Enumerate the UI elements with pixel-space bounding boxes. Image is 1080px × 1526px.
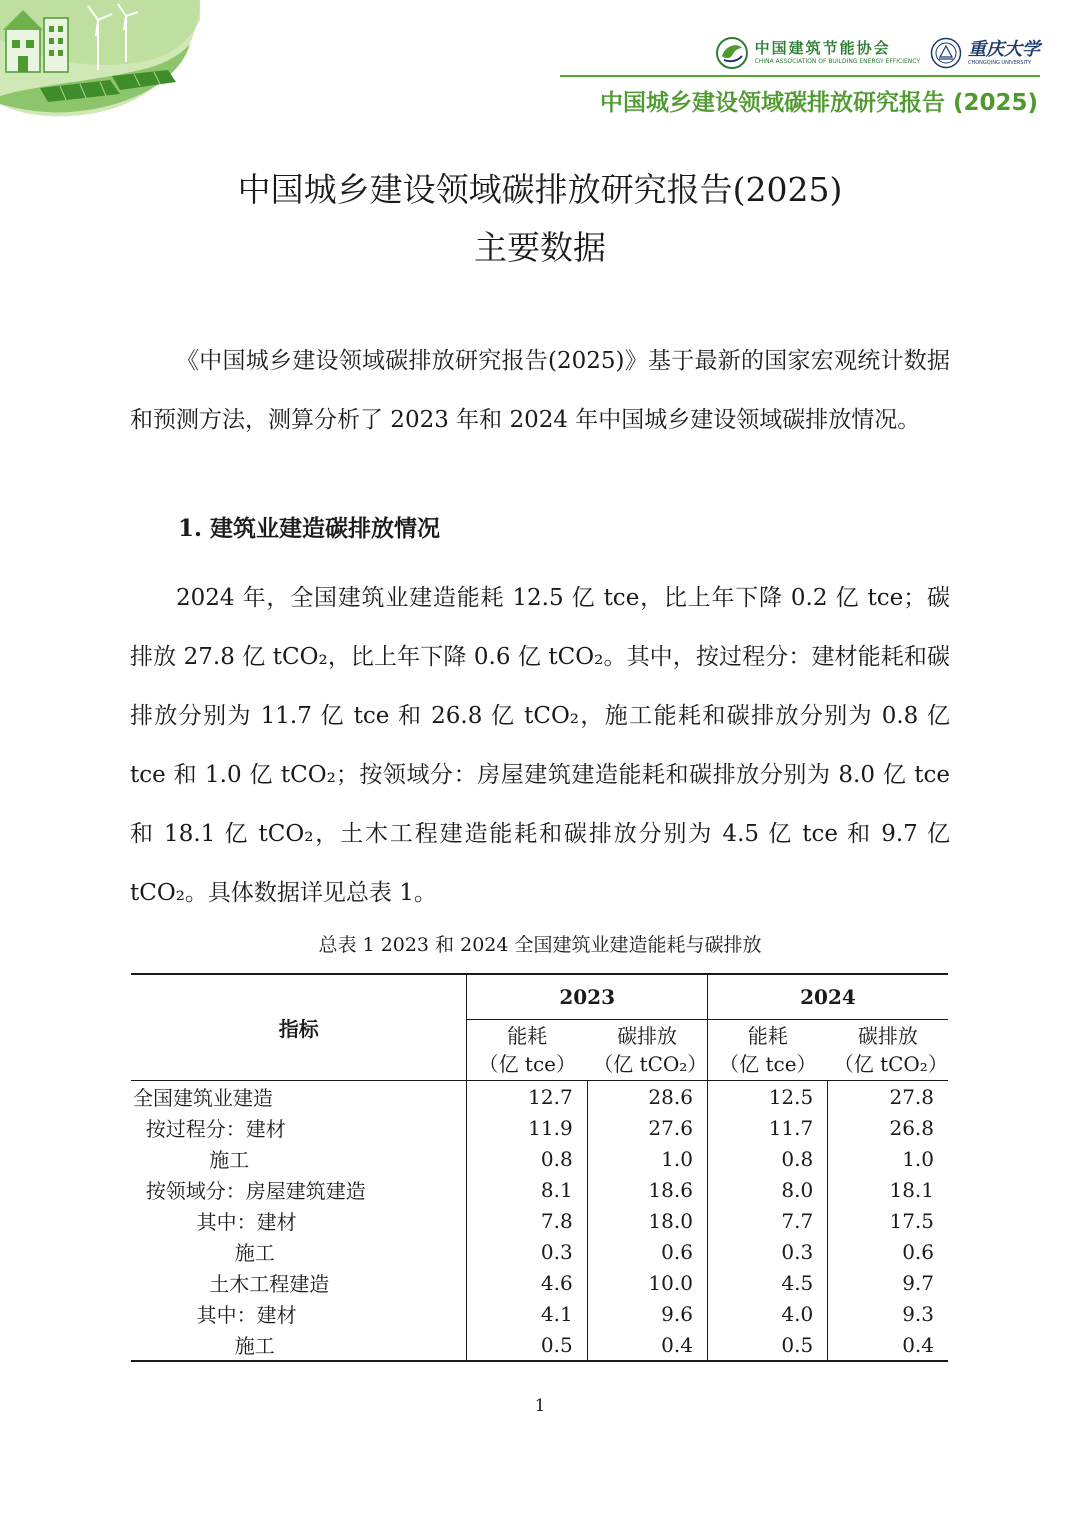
row-label: 按过程分：建材 (131, 1112, 467, 1143)
table-cell: 28.6 (587, 1081, 707, 1113)
table-cell: 4.1 (467, 1298, 587, 1329)
table-cell: 0.3 (467, 1236, 587, 1267)
year-header-2024: 2024 (707, 974, 948, 1020)
table-cell: 4.0 (707, 1298, 827, 1329)
row-label: 施工 (131, 1236, 467, 1267)
table-cell: 0.8 (467, 1143, 587, 1174)
cqu-logo (930, 37, 1040, 69)
table-cell: 8.0 (707, 1174, 827, 1205)
year-header-2023: 2023 (467, 974, 708, 1020)
row-label: 其中：建材 (131, 1298, 467, 1329)
table-cell: 17.5 (889, 1208, 934, 1233)
table-cell: 27.6 (587, 1112, 707, 1143)
table-body (131, 1081, 948, 1362)
table-cell: 0.6 (587, 1236, 707, 1267)
row-label: 土木工程建造 (131, 1267, 467, 1298)
table-cell: 12.7 (467, 1081, 587, 1113)
unit-header-energy-2023: 能耗 （亿 tce） (467, 1020, 587, 1081)
table-row (131, 1174, 948, 1205)
row-label: 按领域分：房屋建筑建造 (131, 1174, 467, 1205)
table-cell: 7.7 (707, 1205, 827, 1236)
table-row (131, 1267, 948, 1298)
header-report-title: 中国城乡建设领域碳排放研究报告 (2025) (599, 90, 1038, 116)
indicator-header: 指标 (131, 974, 467, 1081)
table-cell: 0.4 (828, 1329, 948, 1361)
table-cell: 11.9 (467, 1112, 587, 1143)
table-row (131, 1236, 948, 1267)
table-cell: 0.6 (902, 1239, 934, 1264)
table-cell: 1.0 (902, 1146, 934, 1171)
header-divider (560, 75, 1040, 77)
table-cell: 0.5 (707, 1329, 827, 1361)
cabee-name-cn: 中国建筑节能协会 (754, 39, 891, 57)
cqu-seal-icon (930, 37, 962, 69)
document-subtitle: 主要数据 (474, 228, 606, 267)
header-illustration (0, 0, 210, 120)
cqu-name-cn: 重庆大学 (968, 38, 1040, 60)
row-label: 其中：建材 (131, 1205, 467, 1236)
table-row (131, 1143, 948, 1174)
table-cell: 9.6 (587, 1298, 707, 1329)
table-cell: 9.7 (902, 1270, 934, 1295)
table-row (131, 1205, 948, 1236)
table-cell: 27.8 (889, 1084, 934, 1109)
row-label: 全国建筑业建造 (131, 1081, 467, 1113)
table-row (131, 1298, 948, 1329)
table-cell: 1.0 (587, 1143, 707, 1174)
table-cell: 0.5 (467, 1329, 587, 1361)
cabee-logo (715, 36, 920, 70)
table-cell: 26.8 (889, 1115, 934, 1140)
table-cell: 4.6 (467, 1267, 587, 1298)
section-heading: 1. 建筑业建造碳排放情况 (178, 515, 441, 542)
header-logos (715, 36, 1040, 70)
unit-header-energy-2024: 能耗 （亿 tce） (707, 1020, 827, 1081)
page-number: 1 (534, 1396, 546, 1416)
row-label: 施工 (131, 1143, 467, 1174)
cabee-name-en: CHINA ASSOCIATION OF BUILDING ENERGY EFFICIENCY (754, 58, 920, 65)
unit-header-carbon-2024: 碳排放 （亿 tCO₂） (828, 1020, 948, 1081)
table-cell: 7.8 (467, 1205, 587, 1236)
table-cell: 18.0 (587, 1205, 707, 1236)
table-cell: 11.7 (707, 1112, 827, 1143)
cqu-name-en: CHONGQING UNIVERSITY (968, 59, 1032, 66)
data-table (131, 973, 948, 1362)
unit-header-carbon-2023: 碳排放 （亿 tCO₂） (587, 1020, 707, 1081)
table-cell: 18.1 (889, 1177, 934, 1202)
intro-paragraph: 《中国城乡建设领域碳排放研究报告(2025)》基于最新的国家宏观统计数据和预测方法，测算分析了 2023 年和 2024 年中国城乡建设领域碳排放情况。 (130, 348, 950, 433)
table-cell: 8.1 (467, 1174, 587, 1205)
table-cell: 12.5 (707, 1081, 827, 1113)
table-row (131, 1112, 948, 1143)
document-title: 中国城乡建设领域碳排放研究报告(2025) (237, 170, 843, 209)
table-cell: 4.5 (707, 1267, 827, 1298)
table-row (131, 1081, 948, 1113)
cabee-emblem-icon (715, 36, 749, 70)
table-cell: 10.0 (587, 1267, 707, 1298)
table-cell: 0.3 (707, 1236, 827, 1267)
table-cell: 9.3 (902, 1301, 934, 1326)
table-cell: 18.6 (587, 1174, 707, 1205)
table-caption: 总表 1 2023 和 2024 全国建筑业建造能耗与碳排放 (318, 934, 762, 956)
row-label: 施工 (131, 1329, 467, 1361)
table-cell: 0.8 (707, 1143, 827, 1174)
table-row (131, 1329, 948, 1361)
table-cell: 0.4 (587, 1329, 707, 1361)
section-paragraph: 2024 年，全国建筑业建造能耗 12.5 亿 tce，比上年下降 0.2 亿 tce；碳排放 27.8 亿 tCO₂，比上年下降 0.6 亿 tCO₂。其中，按过程分：建材能耗和碳排放分别为 11.7 亿 tce 和 26.8 亿 tCO₂，施工能耗和碳排放分别为 0.8 亿 tce 和 1.0 亿 tCO₂；按领域分：房屋建筑建造能耗和碳排放分别为 8.0 亿 tce 和 18.1 亿 tCO₂，土木工程建造能耗和碳排放分别为 4.5 亿 tce 和 9.7 亿 tCO₂。具体数据详见总表 1。 (130, 585, 950, 906)
